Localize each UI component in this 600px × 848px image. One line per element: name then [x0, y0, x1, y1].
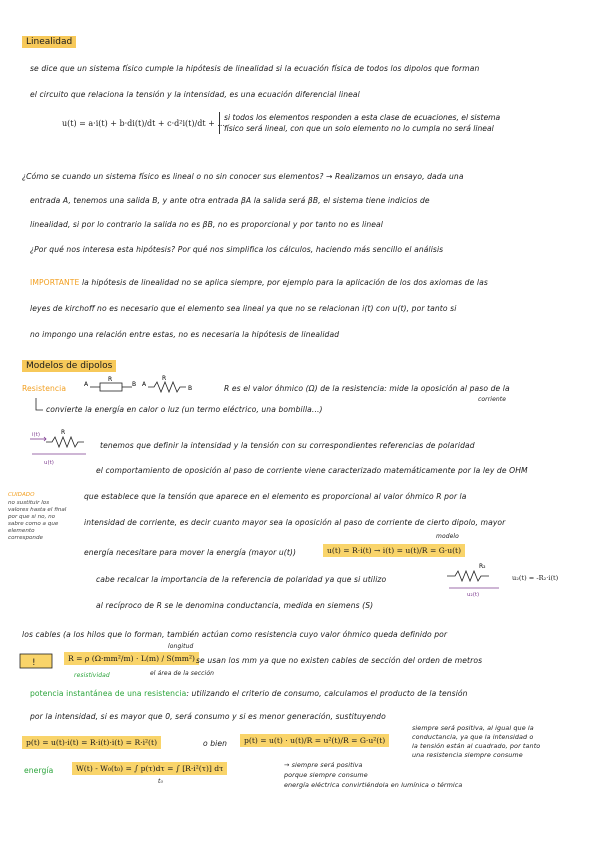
rho-formula: R = ρ (Ω·mm²/m) · L(m) / S(mm²): [64, 652, 199, 665]
res-a-label: A: [84, 381, 89, 388]
positiva-line: conductancia, ya que la intensidad o: [412, 733, 534, 741]
importante-text: la hipótesis de linealidad no se aplica siempre, por ejemplo para la aplicación de los dos axiomas de las: [81, 278, 488, 287]
resistencia-label: Resistencia: [22, 384, 67, 393]
question2-line: ¿Por qué nos interesa esta hipótesis? Por qué nos simplifica los cálculos, haciendo más sencillo el análisis: [30, 245, 444, 254]
importante-line: [30, 278, 488, 288]
u2-label: u₂(t): [467, 592, 480, 598]
res-a-label: A: [142, 381, 147, 388]
ohm-line: que establece que la tensión que aparece en el elemento es proporcional al valor óhmico R por la: [84, 492, 467, 501]
dipole-reference-diagram: [28, 428, 98, 468]
siempre-line: energía eléctrica convirtiéndola en lumínica o térmica: [284, 781, 463, 789]
positiva-line: siempre será positiva, al igual que la: [412, 724, 534, 732]
power-formula-current: p(t) = u(t)·i(t) = R·i(t)·i(t) = R·i²(t): [22, 736, 161, 749]
resistor-zigzag-icon: [148, 382, 186, 392]
mm-note: se usan los mm ya que no existen cables de sección del orden de metros: [196, 656, 483, 665]
lineal-box-line: si todos los elementos responden a esta clase de ecuaciones, el sistema: [224, 113, 501, 122]
cabe-line: cabe recalcar la importancia de la referencia de polaridad ya que si utilizo: [96, 575, 387, 584]
siempre-line: → siempre será positiva: [284, 761, 363, 769]
siempre-note: [284, 760, 462, 790]
ohm-line: energía necesitare para mover la energía (mayor u(t)): [84, 548, 297, 557]
section-title-modelos: Modelos de dipolos: [22, 360, 116, 372]
dipole-i-label: i(t): [32, 432, 40, 438]
resistencia-word: [22, 384, 66, 394]
cuidado-note: no sustituir los valores hasta el final por que si no, no sabre como a que elemento corresponde: [8, 500, 67, 541]
area-label: el área de la sección: [150, 670, 214, 677]
dipole-inverted-diagram: [445, 562, 515, 598]
question-line: entrada A, tenemos una salida B, y ante otra entrada βA la salida será βB, el sistema tiene indicios de: [30, 196, 430, 205]
resistor-box-icon: [100, 383, 122, 391]
o-bien-word: o bien: [203, 739, 228, 748]
convierte-line: convierte la energía en calor o luz (un termo eléctrico, una bombilla...): [46, 405, 323, 414]
svg-text:!: !: [32, 658, 36, 668]
hook-arrow-icon: [34, 398, 44, 416]
resistor-zigzag-icon: [46, 437, 84, 447]
u2-formula: u₂(t) = -R₂·i(t): [512, 574, 559, 582]
potencia-line: por la intensidad, si es mayor que 0, será consumo y si es menor generación, sustituyendo: [30, 712, 386, 721]
lineal-paragraph-line: se dice que un sistema físico cumple la hipótesis de linealidad si la ecuación física de todos los dipolos que forman: [30, 64, 480, 73]
section-title-linealidad: Linealidad: [22, 36, 76, 48]
resistor-symbols: [82, 376, 212, 396]
potencia-word: potencia instantánea de una resistencia: [30, 689, 187, 698]
ohm-line: intensidad de corriente, es decir cuanto mayor sea la oposición al paso de corriente de cierto dipolo, mayor: [84, 518, 506, 527]
cuidado-title: CUIDADO: [8, 492, 35, 498]
power-formula-voltage: p(t) = u(t) · u(t)/R = u²(t)/R = G·u²(t): [240, 734, 389, 747]
question-line: linealidad, si por lo contrario la salida no es βB, no es proporcional y por tanto no es lineal: [30, 220, 384, 229]
energy-formula: W(t) - W₀(t₀) = ∫ p(τ)dτ = ∫ [R·i²(τ)] dτ: [72, 762, 227, 775]
potencia-text: : utilizando el criterio de consumo, calculamos el producto de la tensión: [186, 689, 468, 698]
res-b-label: B: [132, 381, 137, 388]
lineal-formula: u(t) = a·i(t) + b·di(t)/dt + c·d²i(t)/dt + ...: [62, 119, 225, 128]
lineal-paragraph-line: el circuito que relaciona la tensión y la intensidad, es una ecuación diferencial lineal: [30, 90, 360, 99]
resistor-zigzag-icon: [447, 571, 489, 581]
question-line: ¿Cómo se cuando un sistema físico es lineal o no sin conocer sus elementos? → Realizamos un ensayo, dada una: [22, 172, 464, 181]
importante-word: IMPORTANTE: [30, 278, 80, 287]
cables-line: los cables (a los hilos que lo forman, también actúan como resistencia cuyo valor óhmico queda definido por: [22, 630, 448, 639]
dipole-u-label: u(t): [44, 460, 54, 466]
r2-label: R₂: [479, 563, 486, 570]
t0-label: t₀: [158, 778, 163, 785]
longitud-label: longitud: [168, 643, 194, 650]
importante-line: no impongo una relación entre estas, no es necesaria la hipótesis de linealidad: [30, 330, 340, 339]
energia-word: energía: [24, 766, 54, 775]
recip-line: al recíproco de R se le denomina conductancia, medida en siemens (S): [96, 601, 374, 610]
res-r-label: R: [108, 376, 113, 383]
corriente-word: corriente: [478, 396, 507, 403]
modelo-word: modelo: [436, 533, 459, 540]
res-b-label: B: [188, 385, 193, 392]
siempre-line: porque siempre consume: [284, 771, 368, 779]
definir-line: tenemos que definir la intensidad y la tensión con su correspondientes referencias de polaridad: [100, 441, 475, 450]
dipole-r-label: R: [61, 429, 66, 436]
lineal-box-line: físico será lineal, con que un solo elemento no lo cumpla no será lineal: [224, 124, 494, 133]
positiva-line: una resistencia siempre consume: [412, 751, 523, 759]
ohm-line: el comportamiento de oposición al paso de corriente viene caracterizado matemáticamente por la ley de OHM: [96, 466, 528, 475]
potencia-line: [30, 689, 468, 699]
positiva-note: [412, 724, 540, 760]
positiva-line: la tensión están al cuadrado, por tanto: [412, 742, 541, 750]
warning-box-icon: [20, 654, 54, 670]
resistencia-desc: R es el valor óhmico (Ω) de la resistencia: mide la oposición al paso de la: [224, 384, 510, 393]
energia-word-wrap: [24, 766, 53, 776]
importante-line: leyes de kirchoff no es necesario que el elemento sea lineal ya que no se relacionan i(t) con u(t), por tanto si: [30, 304, 457, 313]
ohm-formula: u(t) = R·i(t) → i(t) = u(t)/R = G·u(t): [323, 544, 465, 557]
resistividad-label: resistividad: [74, 672, 110, 679]
lineal-box: [219, 112, 500, 134]
res-r-label: R: [162, 375, 167, 382]
